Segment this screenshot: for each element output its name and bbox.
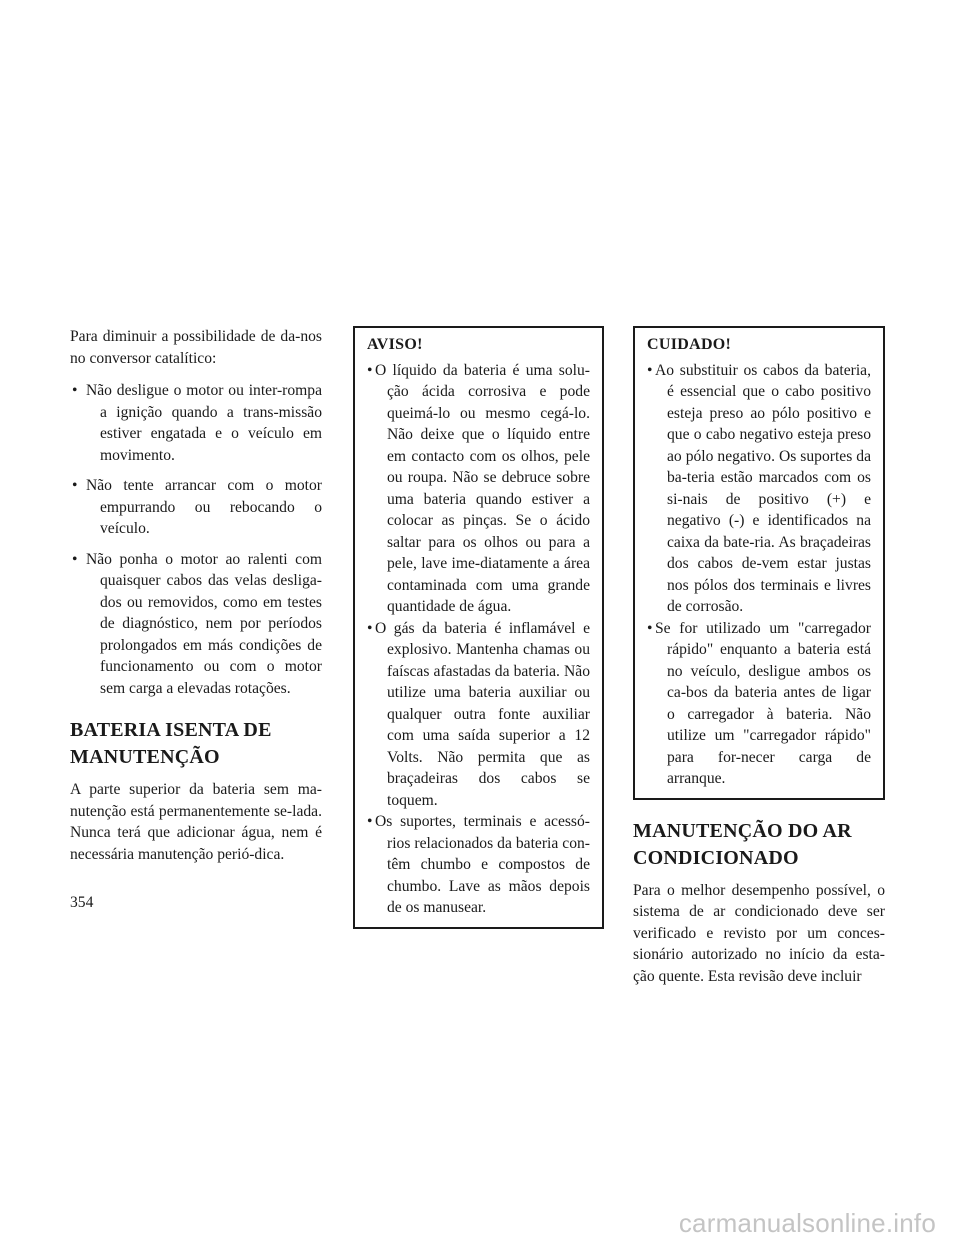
- middle-column: [353, 326, 604, 929]
- warning-list: [367, 360, 590, 919]
- list-item: • Se for utilizado um "carregador rápido" enquanto a bateria está no veículo, desligue ambos os ca-bos da bateria antes de ligar o carregador à bateria. Não utilize um "carregador rápido" para for-necer carga de arranque.: [647, 618, 871, 790]
- list-item: • Ao substituir os cabos da bateria, é essencial que o cabo positivo esteja preso ao pólo positivo e que o cabo negativo esteja preso ao pólo negativo. Os suportes da ba-teria estão marcados com os si-nais de positivo (+) e negativo (-) e identificados na caixa da bate-ria. As braçadeiras dos cabos de-vem estar justas nos pólos dos terminais e livres de corrosão.: [647, 360, 871, 618]
- section-heading-battery: BATERIA ISENTA DE MANUTENÇÃO: [70, 719, 272, 768]
- battery-paragraph: A parte superior da bateria sem ma-nutenção está permanentemente se-lada. Nunca terá que adicionar água, nem é necessária manutenção perió-dica.: [70, 781, 322, 863]
- caution-box: [633, 326, 885, 800]
- section-heading-ac: MANUTENÇÃO DO AR CONDICIONADO: [633, 819, 852, 869]
- page-number: 354: [70, 894, 94, 911]
- list-item: • O gás da bateria é inflamável e explosivo. Mantenha chamas ou faíscas afastadas da bateria. Não utilize uma bateria auxiliar ou qualquer outra fonte auxiliar com uma saída superior a 12 Volts. Não permita que as braçadeiras dos cabos se toquem.: [367, 618, 590, 812]
- ac-paragraph: Para o melhor desempenho possível, o sistema de ar condicionado deve ser verificado e revisto por um conces-sionário autorizado no início da esta-ção quente. Esta revisão deve incluir: [633, 881, 885, 985]
- right-column: [633, 326, 885, 998]
- catalytic-list: [70, 380, 322, 699]
- watermark: carmanualsonline.info: [678, 1208, 936, 1238]
- list-item: • O líquido da bateria é uma solu-ção ácida corrosiva e pode queimá-lo ou mesmo cegá-lo. Não deixe que o líquido entre em contacto com os olhos, pele ou roupa. Não se debruce sobre uma bateria quando estiver a colocar as pinças. Se o ácido saltar para os olhos ou para a pele, lave ime-diatamente a área contaminada com uma grande quantidade de água.: [367, 360, 590, 618]
- list-item: • Os suportes, terminais e acessó-rios relacionados da bateria con-têm chumbo e compostos de chumbo. Lave as mãos depois de os manusear.: [367, 811, 590, 919]
- catalytic-intro: Para diminuir a possibilidade de da-nos no conversor catalítico:: [70, 328, 322, 367]
- warning-title: AVISO!: [367, 336, 423, 353]
- list-item: • Não desligue o motor ou inter-rompa a ignição quando a trans-missão estiver engatada e o veículo em movimento.: [70, 380, 322, 466]
- caution-title: CUIDADO!: [647, 336, 732, 353]
- left-column: [70, 326, 322, 876]
- list-item: • Não tente arrancar com o motor empurrando ou rebocando o veículo.: [70, 475, 322, 540]
- caution-list: [647, 360, 871, 790]
- list-item: • Não ponha o motor ao ralenti com quaisquer cabos das velas desliga-dos ou removidos, como em testes de diagnóstico, nem por períodos prolongados em más condições de funcionamento ou com o motor sem carga a elevadas rotações.: [70, 549, 322, 700]
- warning-box: [353, 326, 604, 929]
